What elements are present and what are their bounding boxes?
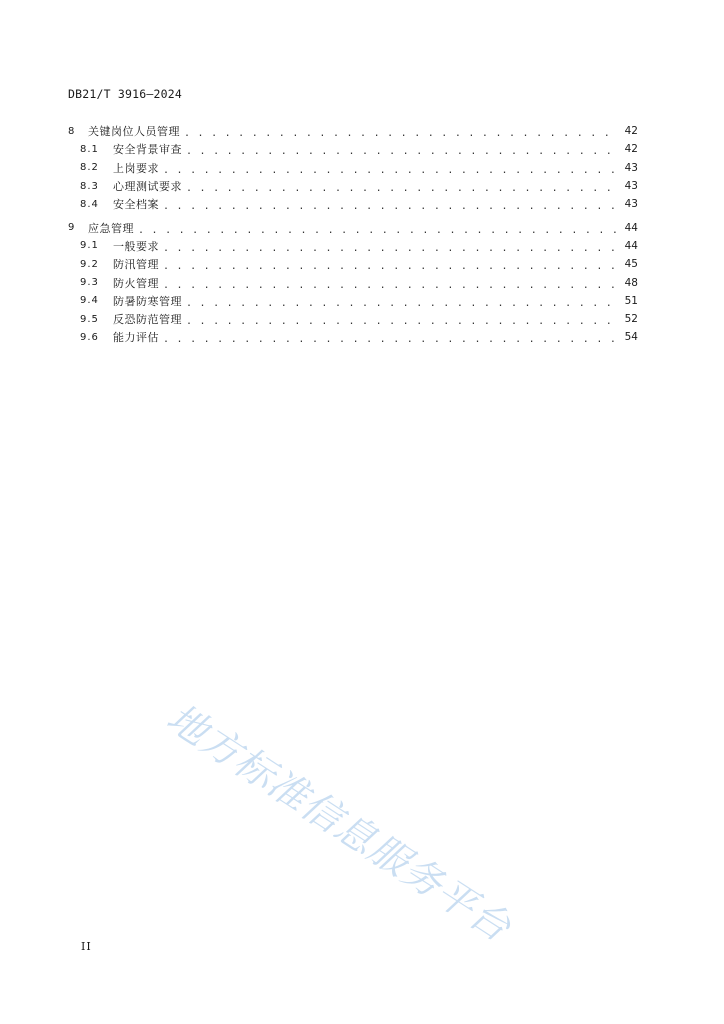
toc-entry-9-1[interactable] <box>68 237 638 255</box>
toc-entry-9-6[interactable] <box>68 328 638 346</box>
toc-entry-number: 9.5 <box>80 313 99 325</box>
toc-entry-number: 9.1 <box>80 240 99 252</box>
toc-leader-dots <box>163 241 618 253</box>
watermark-text: 地方标准信息服务平台 <box>158 695 519 952</box>
toc-entry-page: 42 <box>624 125 638 138</box>
toc-entry-number: 8.1 <box>80 143 99 155</box>
document-code-header: DB21/T 3916—2024 <box>68 87 182 101</box>
toc-entry-9-3[interactable] <box>68 273 638 291</box>
toc-entry-9-4[interactable] <box>68 292 638 310</box>
toc-entry-number: 8 <box>68 125 75 137</box>
toc-entry-page: 54 <box>624 331 638 344</box>
toc-entry-title: 心理测试要求 <box>113 180 182 194</box>
toc-entry-title: 应急管理 <box>88 221 134 235</box>
toc-leader-dots <box>186 314 618 326</box>
toc-leader-dots <box>138 223 618 235</box>
toc-entry-8-1[interactable] <box>68 140 638 158</box>
toc-entry-number: 9.4 <box>80 295 99 307</box>
toc-entry-title: 上岗要求 <box>113 161 159 175</box>
toc-entry-page: 51 <box>624 294 638 307</box>
toc-leader-dots <box>184 126 618 138</box>
toc-entry-9-2[interactable] <box>68 255 638 273</box>
toc-entry-title: 防暑防寒管理 <box>113 294 182 308</box>
toc-leader-dots <box>163 259 618 271</box>
toc-entry-page: 45 <box>624 258 638 271</box>
toc-entry-title: 防汛管理 <box>113 258 159 272</box>
toc-entry-title: 安全档案 <box>113 198 159 212</box>
toc-entry-number: 8.4 <box>80 198 99 210</box>
toc-entry-number: 8.2 <box>80 162 99 174</box>
toc-entry-page: 52 <box>624 313 638 326</box>
toc-leader-dots <box>163 163 618 175</box>
toc-entry-title: 关键岗位人员管理 <box>88 125 180 139</box>
toc-leader-dots <box>163 278 618 290</box>
toc-entry-9-5[interactable] <box>68 310 638 328</box>
toc-leader-dots <box>186 181 618 193</box>
toc-entry-page: 43 <box>624 161 638 174</box>
toc-entry-number: 8.3 <box>80 180 99 192</box>
toc-entry-page: 44 <box>624 221 638 234</box>
toc-leader-dots <box>163 332 618 344</box>
table-of-contents <box>68 122 638 347</box>
toc-leader-dots <box>186 296 618 308</box>
toc-entry-page: 48 <box>624 276 638 289</box>
toc-entry-number: 9.3 <box>80 277 99 289</box>
toc-entry-page: 42 <box>624 143 638 156</box>
toc-leader-dots <box>163 199 618 211</box>
page-number: II <box>81 940 92 953</box>
toc-leader-dots <box>186 144 618 156</box>
toc-entry-8-2[interactable] <box>68 159 638 177</box>
toc-entry-title: 能力评估 <box>113 331 159 345</box>
toc-entry-8-4[interactable] <box>68 195 638 213</box>
toc-entry-title: 一般要求 <box>113 239 159 253</box>
toc-entry-title: 安全背景审查 <box>113 143 182 157</box>
toc-entry-page: 44 <box>624 239 638 252</box>
toc-entry-8-3[interactable] <box>68 177 638 195</box>
toc-entry-page: 43 <box>624 198 638 211</box>
toc-entry-number: 9 <box>68 222 75 234</box>
toc-entry-number: 9.6 <box>80 331 99 343</box>
toc-entry-9[interactable] <box>68 218 638 236</box>
toc-entry-number: 9.2 <box>80 258 99 270</box>
toc-entry-page: 43 <box>624 180 638 193</box>
toc-entry-title: 反恐防范管理 <box>113 313 182 327</box>
toc-entry-title: 防火管理 <box>113 276 159 290</box>
toc-entry-8[interactable] <box>68 122 638 140</box>
